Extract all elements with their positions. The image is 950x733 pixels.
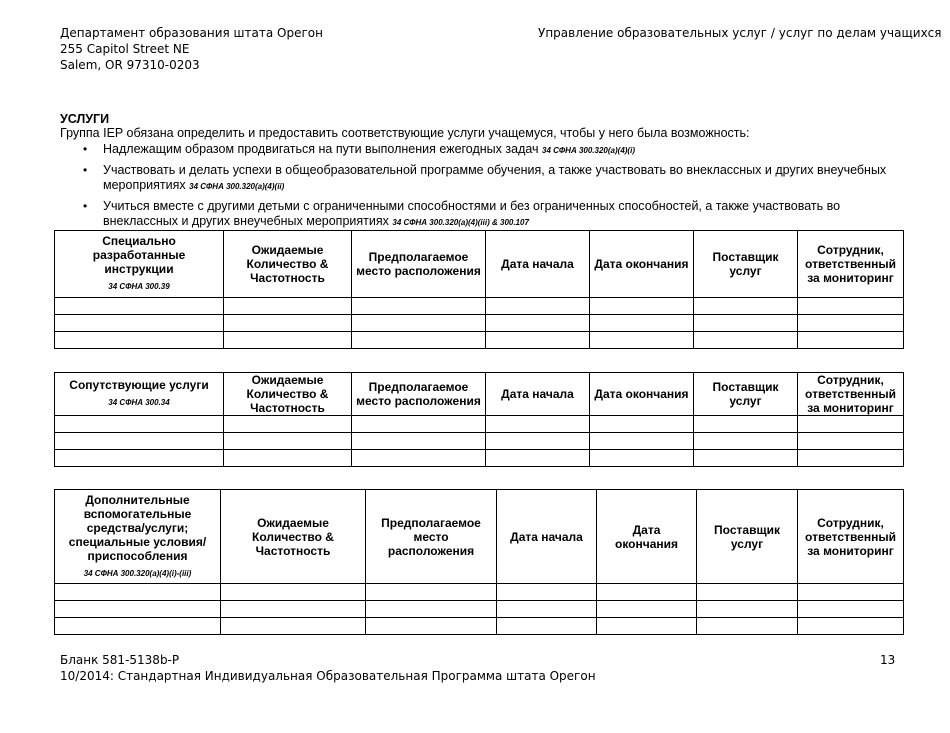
bullet-item [103,163,900,194]
bullet-text: Участвовать и делать успехи в общеобразовательной программе обучения, а также участвовать во внеклассных и других внеучебных мероприятиях [103,163,887,192]
col-start-date: Дата начала [486,231,590,298]
bullet-text: Надлежащим образом продвигаться на пути выполнения ежегодных задач [103,142,539,156]
header-org: Департамент образования штата Орегон [60,26,323,40]
supplementary-aids-table [54,489,904,635]
footer-form-number: Бланк 581-5138b-P [60,653,180,667]
table-row[interactable] [55,298,904,315]
table-row[interactable] [55,332,904,349]
section-title: УСЛУГИ [60,112,110,126]
bullet-citation: 34 СФНА 300.320(a)(4)(i) [542,146,635,155]
col-monitor: Сотрудник, ответственный за мониторинг [798,373,904,416]
table-citation: 34 СФНА 300.34 [108,398,170,407]
table-row[interactable] [55,618,904,635]
table-row[interactable] [55,601,904,618]
table-row[interactable] [55,584,904,601]
col-frequency: Ожидаемые Количество & Частотность [224,373,352,416]
bullet-list [60,142,900,230]
services-section [60,112,900,235]
col-monitor: Сотрудник, ответственный за мониторинг [798,490,904,584]
bullet-item [103,199,900,230]
header-address [60,25,323,73]
col-monitor: Сотрудник, ответственный за мониторинг [798,231,904,298]
table-title-cell [55,490,221,584]
col-start-date: Дата начала [486,373,590,416]
header-city: Salem, OR 97310-0203 [60,58,200,72]
col-provider: Поставщик услуг [694,231,798,298]
col-provider: Поставщик услуг [697,490,798,584]
table-title: Специально разработанные инструкции [92,234,186,276]
col-location: Предполагаемое место расположения [366,490,497,584]
bullet-citation: 34 СФНА 300.320(a)(4)(iii) & 300.107 [392,218,529,227]
col-location: Предполагаемое место расположения [352,231,486,298]
header-street: 255 Capitol Street NE [60,42,190,56]
header-department: Управление образовательных услуг / услуг по делам учащихся [538,26,942,40]
footer-program: 10/2014: Стандартная Индивидуальная Образовательная Программа штата Орегон [60,669,596,683]
table-title: Сопутствующие услуги [69,378,209,392]
table-row[interactable] [55,416,904,433]
col-frequency: Ожидаемые Количество & Частотность [221,490,366,584]
page-number: 13 [880,653,896,667]
col-end-date: Дата окончания [590,231,694,298]
related-services-table [54,372,904,467]
col-frequency: Ожидаемые Количество & Частотность [224,231,352,298]
col-end-date: Дата окончания [597,490,697,584]
table-title-cell [55,231,224,298]
table-row[interactable] [55,450,904,467]
bullet-item [103,142,900,158]
table-row[interactable] [55,315,904,332]
table-citation: 34 СФНА 300.39 [108,282,170,291]
table-title: Дополнительные вспомогательные средства/услуги; специальные условия/приспособления [68,492,207,563]
col-end-date: Дата окончания [590,373,694,416]
table-title-cell [55,373,224,416]
specially-designed-instruction-table [54,230,904,349]
section-intro: Группа IEP обязана определить и предоставить соответствующие услуги учащемуся, чтобы у него была возможность: [60,126,750,140]
table-row[interactable] [55,433,904,450]
bullet-text: Учиться вместе с другими детьми с ограниченными способностями и без ограниченных способностей, а также участвовать во внеклассных и других внеучебных мероприятиях [103,199,841,228]
table-citation: 34 СФНА 300.320(a)(4)(i)-(iii) [83,568,192,578]
col-start-date: Дата начала [497,490,597,584]
footer [60,652,596,684]
col-location: Предполагаемое место расположения [352,373,486,416]
bullet-citation: 34 СФНА 300.320(a)(4)(ii) [189,182,285,191]
col-provider: Поставщик услуг [694,373,798,416]
